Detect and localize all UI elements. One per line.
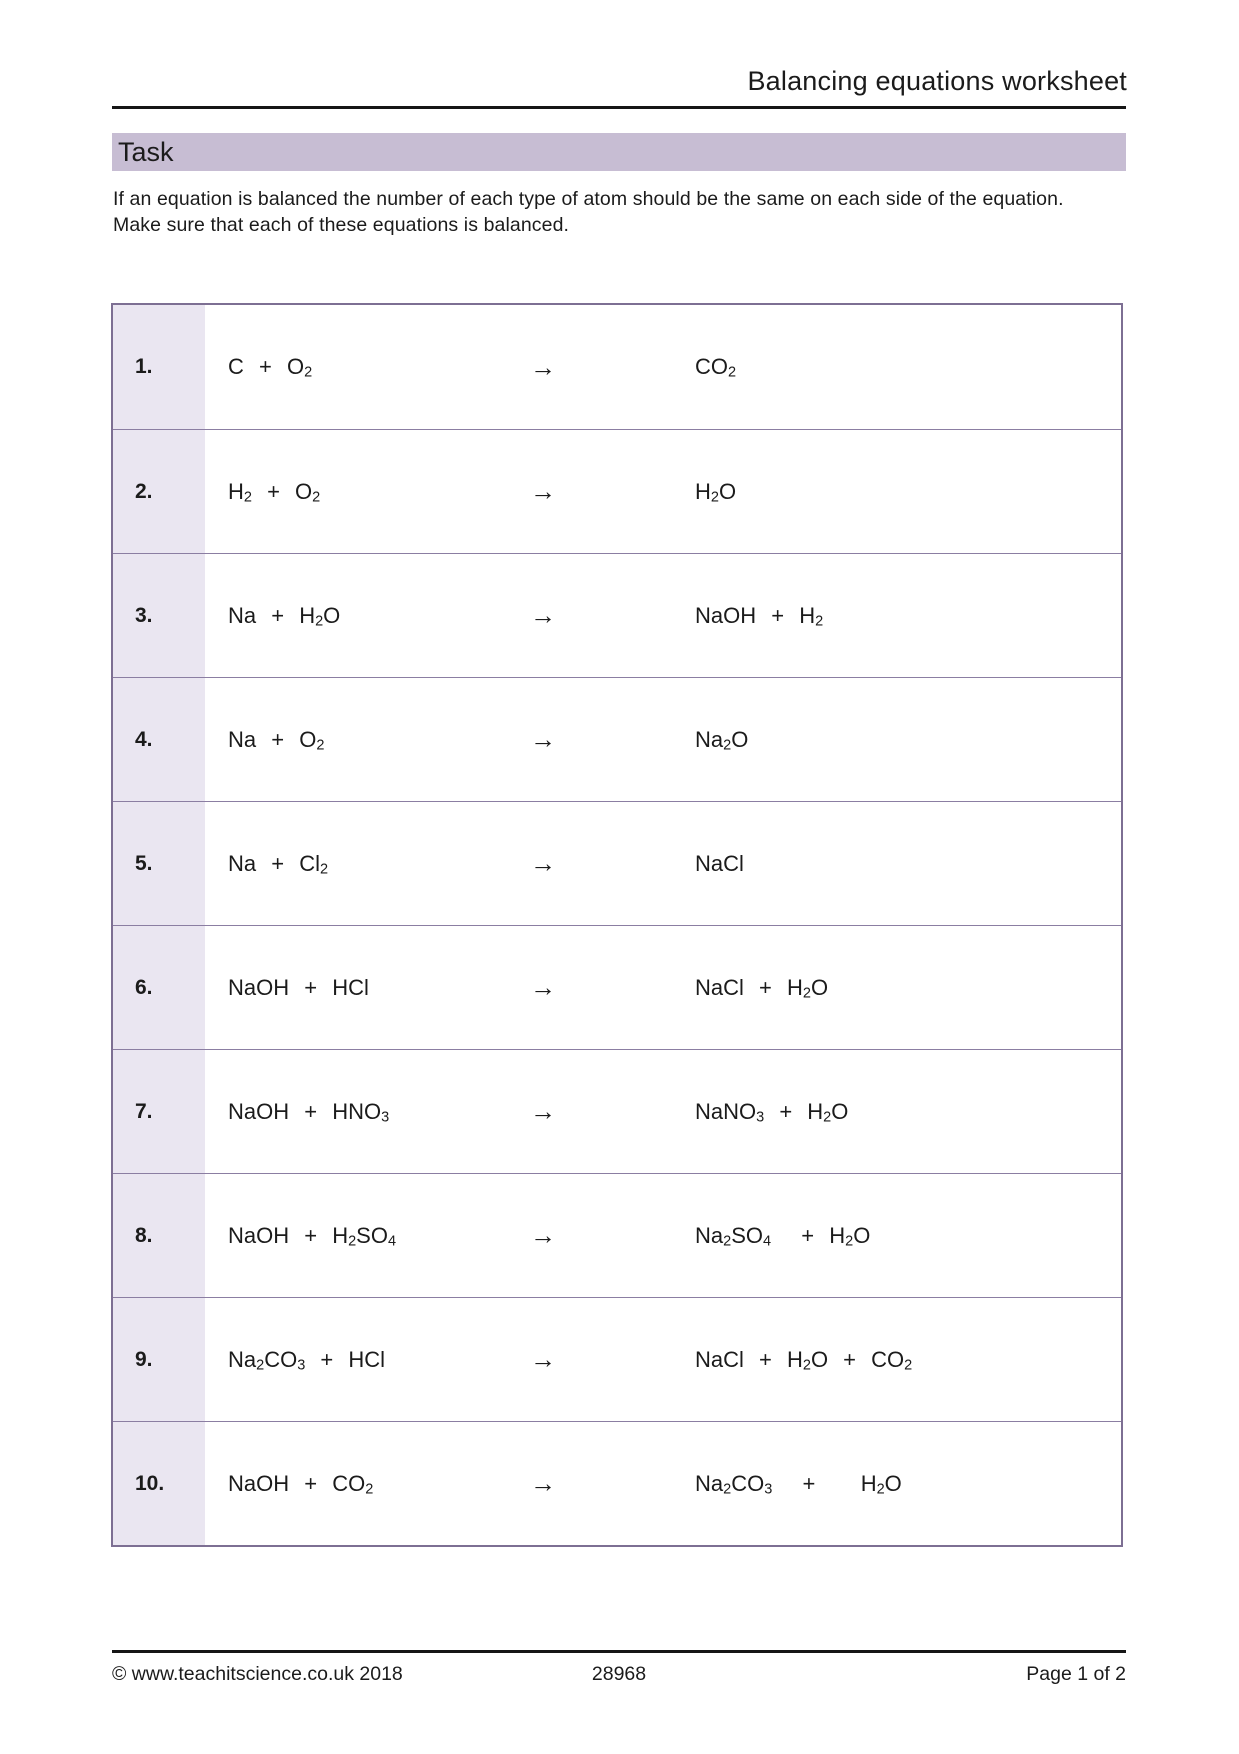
row-number: 10. [113, 1422, 205, 1545]
footer-copyright: © www.teachitscience.co.uk 2018 [112, 1663, 403, 1685]
task-section-heading [112, 133, 1126, 171]
instructions-text: If an equation is balanced the number of each type of atom should be the same on each side of the equation. Make sure that each of these equations is balanced. [113, 188, 1064, 236]
equation-cell [205, 305, 1121, 429]
task-heading-label: Task [118, 136, 174, 167]
reaction-arrow-icon: → [530, 1344, 556, 1374]
table-row [113, 553, 1121, 677]
products-text: $H_2O$ [695, 478, 737, 506]
reaction-arrow-icon: → [530, 476, 556, 506]
row-number: 8. [113, 1174, 205, 1297]
reaction-arrow-icon: → [530, 351, 556, 382]
products-text: $Na_2O$ [695, 726, 749, 754]
row-number: 1. [113, 305, 205, 429]
reaction-arrow-icon: → [530, 724, 556, 754]
products-text: NaCl + $H_2O$ [695, 974, 829, 1002]
table-row [113, 925, 1121, 1049]
products-text: $Na_2SO_4 + H_2O$ [695, 1222, 871, 1250]
row-number: 4. [113, 678, 205, 801]
reactants-text: $Na + O_2$ [228, 726, 325, 754]
equation-cell [205, 802, 1121, 925]
table-row [113, 1173, 1121, 1297]
products-text: $Na_2CO_3 + H_2O$ [695, 1470, 902, 1498]
table-row [113, 1421, 1121, 1545]
reactants-text: $C + O_2$ [228, 354, 313, 381]
equation-cell [205, 430, 1121, 553]
table-row [113, 1049, 1121, 1173]
row-number: 3. [113, 554, 205, 677]
reaction-arrow-icon: → [530, 1220, 556, 1250]
reactants-text: $Na + H_2O$ [228, 602, 341, 630]
equation-cell [205, 926, 1121, 1049]
row-number: 6. [113, 926, 205, 1049]
reaction-arrow-icon: → [530, 600, 556, 630]
table-row [113, 1297, 1121, 1421]
row-number: 9. [113, 1298, 205, 1421]
reaction-arrow-icon: → [530, 1468, 556, 1498]
reactants-text: NaOH + $HNO_3$ [228, 1098, 390, 1126]
row-number: 5. [113, 802, 205, 925]
reactants-text: NaOH + HCl [228, 974, 369, 1000]
equation-cell [205, 1298, 1121, 1421]
products-text: NaCl [695, 850, 744, 876]
reactants-text: NaOH + $H_2SO_4$ [228, 1222, 397, 1250]
equation-cell [205, 1422, 1121, 1545]
row-number: 7. [113, 1050, 205, 1173]
equation-cell [205, 678, 1121, 801]
equation-cell [205, 1174, 1121, 1297]
reactants-text: NaOH + $CO_2$ [228, 1470, 374, 1498]
reaction-arrow-icon: → [530, 972, 556, 1002]
reactants-text: $Na + Cl_2$ [228, 850, 329, 878]
reactants-text: $Na_2CO_3$ + HCl [228, 1346, 386, 1374]
products-text: $CO_2$ [695, 354, 737, 381]
reaction-arrow-icon: → [530, 848, 556, 878]
table-row [113, 305, 1121, 429]
row-number: 2. [113, 430, 205, 553]
page-title: Balancing equations worksheet [747, 66, 1127, 96]
products-text: NaCl + $H_2O + CO_2$ [695, 1346, 913, 1374]
footer-divider [112, 1650, 1126, 1653]
products-text: NaNO$_3$ + $H_2O$ [695, 1098, 849, 1126]
equation-cell [205, 1050, 1121, 1173]
products-text: NaOH + $H_2$ [695, 602, 824, 630]
footer-doc-id: 28968 [591, 1663, 647, 1685]
table-row [113, 677, 1121, 801]
table-row [113, 429, 1121, 553]
table-row [113, 801, 1121, 925]
reactants-text: $H_2 + O_2$ [228, 478, 321, 506]
equations-table [111, 303, 1123, 1547]
footer-page-number: Page 1 of 2 [1026, 1663, 1126, 1685]
header-divider [112, 106, 1126, 109]
equation-cell [205, 554, 1121, 677]
reaction-arrow-icon: → [530, 1096, 556, 1126]
